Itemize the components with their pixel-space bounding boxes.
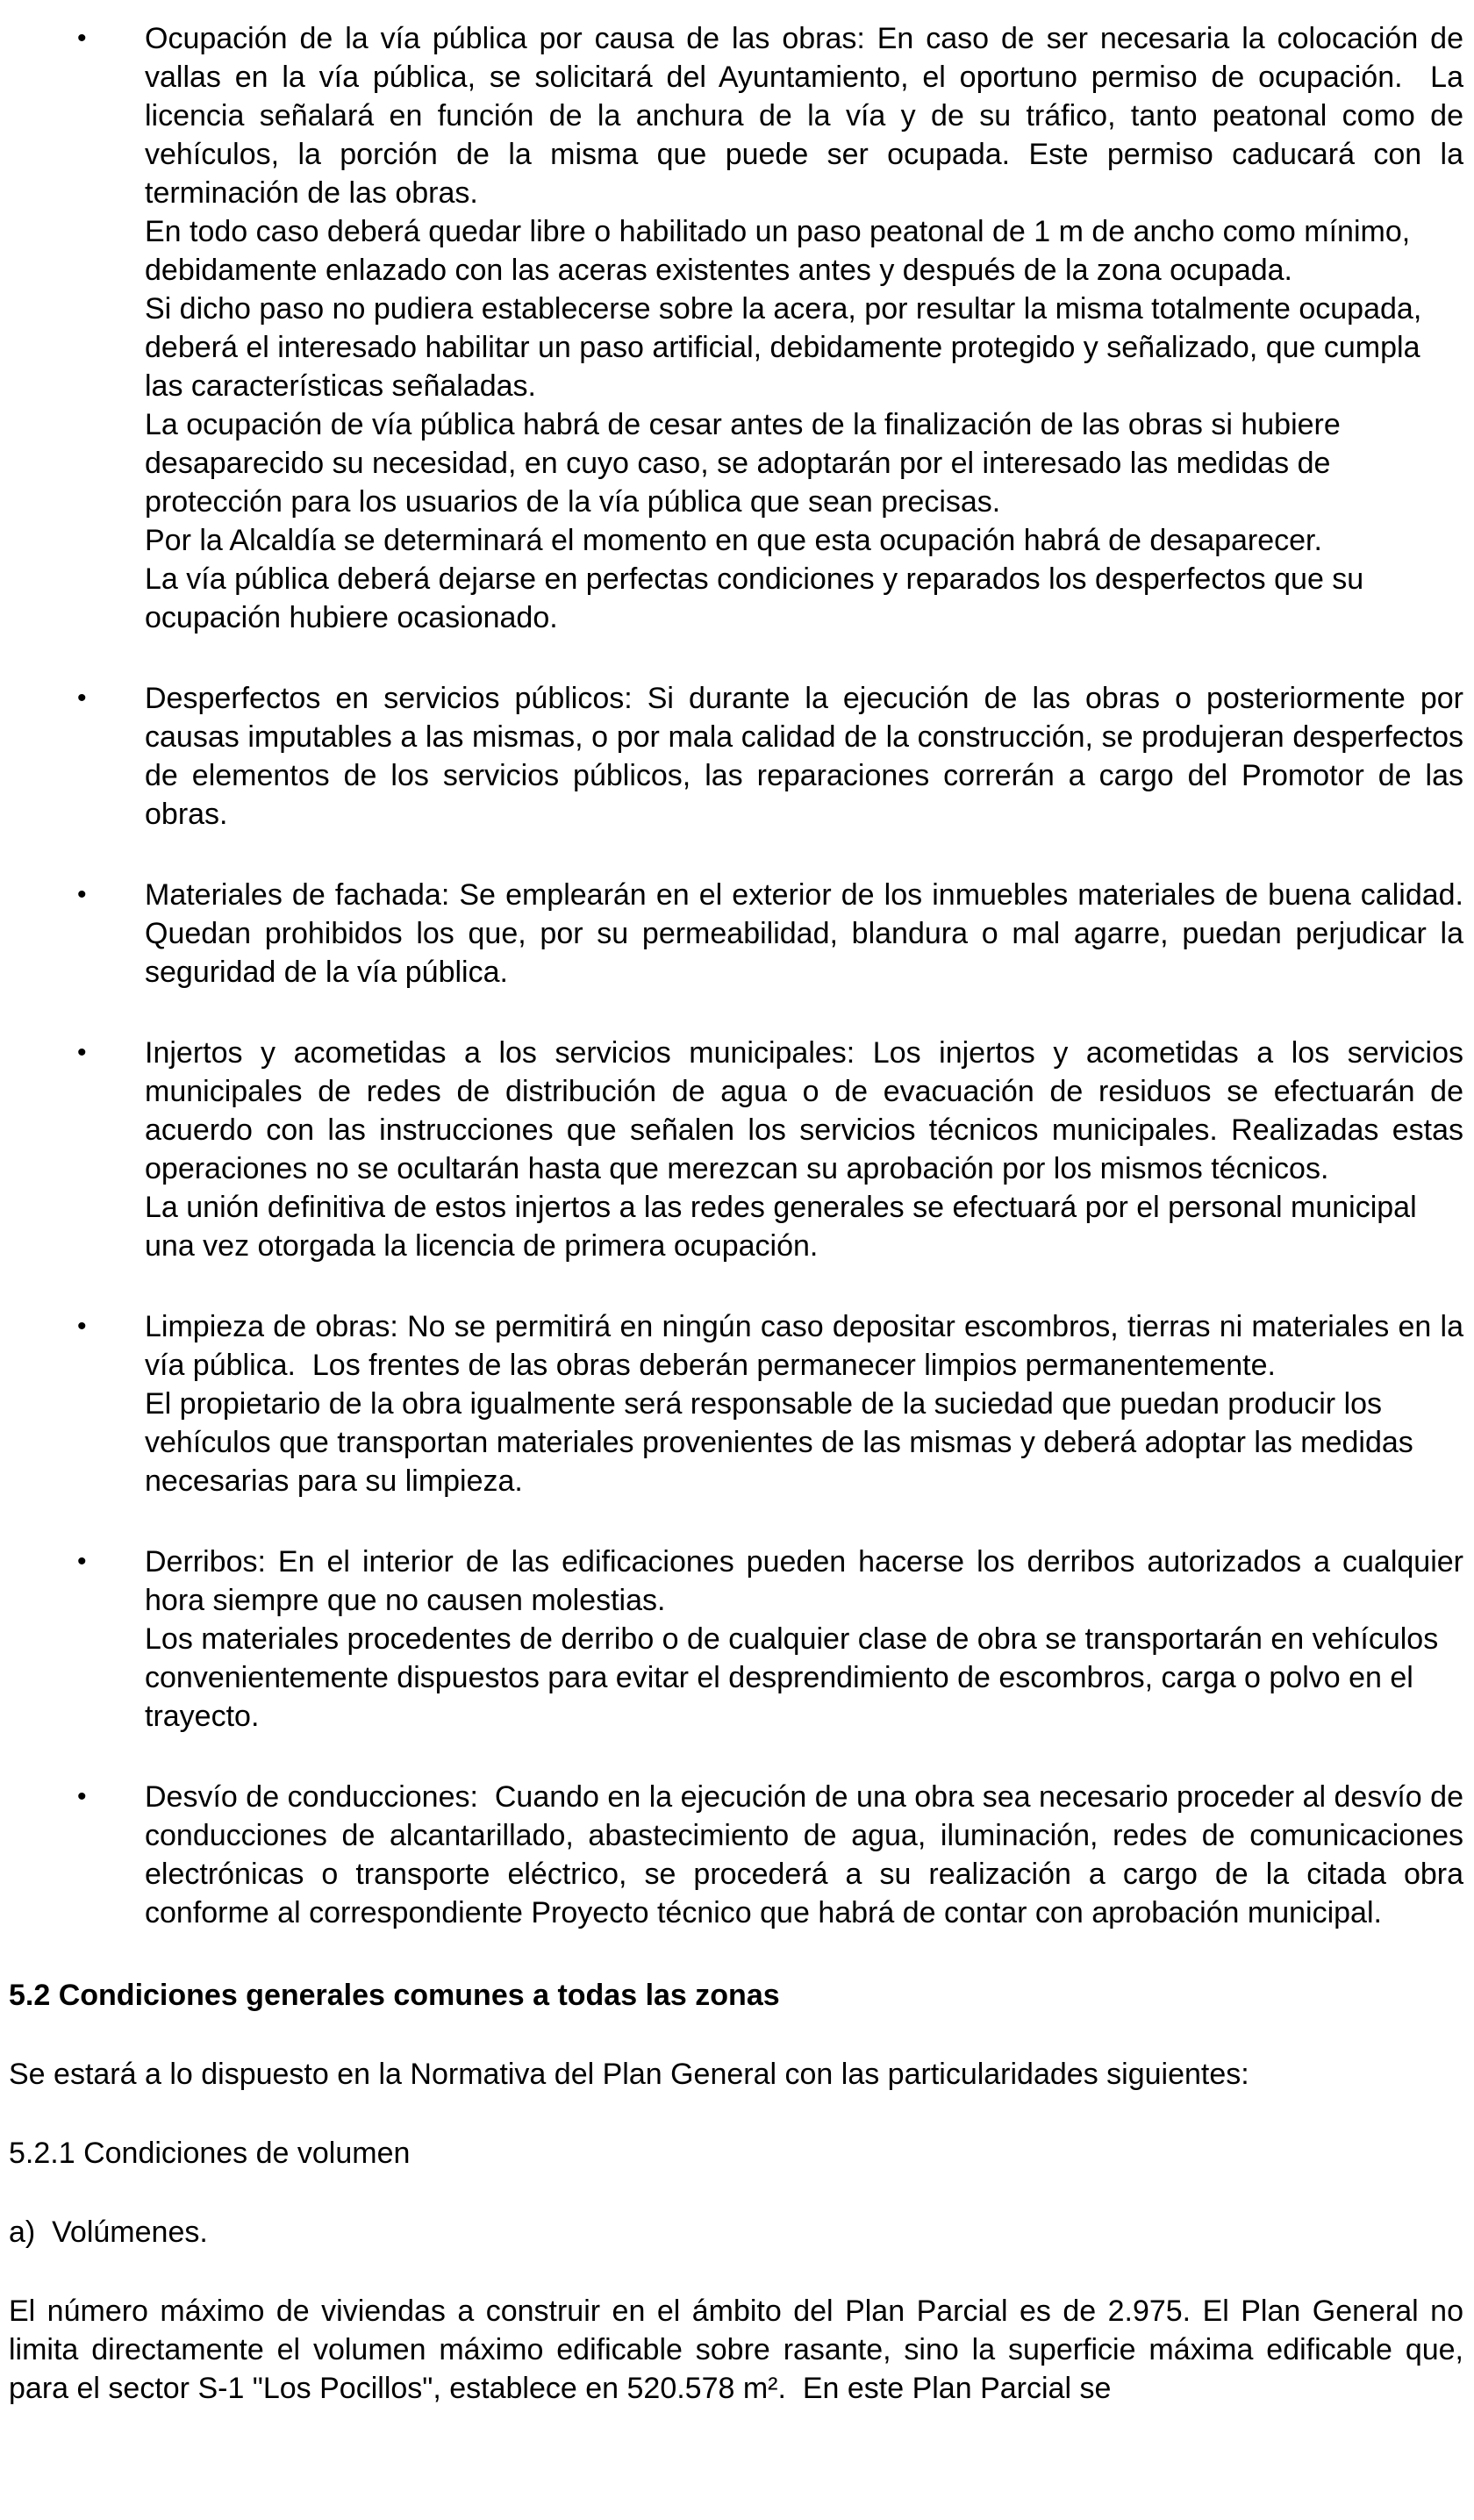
bullet-body bbox=[145, 1307, 1472, 1500]
list-item-desperfectos-servicios bbox=[0, 679, 1474, 834]
paragraph: La ocupación de vía pública habrá de cesar antes de la finalización de las obras si hubiere desaparecido su necesidad, en cuyo caso, se adoptarán por el interesado las medidas de protección para los usuarios de la vía pública que sean precisas. bbox=[145, 408, 1349, 519]
bullet-body bbox=[145, 19, 1472, 637]
paragraph: La vía pública deberá dejarse en perfectas condiciones y reparados los desperfectos que su ocupación hubiere ocasionado. bbox=[145, 562, 1372, 634]
section-heading-5-2: 5.2 Condiciones generales comunes a todas las zonas bbox=[9, 1979, 780, 2012]
paragraph: Desvío de conducciones: Cuando en la ejecución de una obra sea necesario proceder al desvío de conducciones de alcantarillado, abastecimiento de agua, iluminación, redes de comunicaciones electrónicas o transporte eléctrico, se procederá a su realización a cargo de la citada obra conforme al correspondiente Proyecto técnico que habrá de contar con aprobación municipal. bbox=[145, 1780, 1472, 1929]
list-item-injertos-acometidas bbox=[0, 1034, 1474, 1265]
closing-paragraph: El número máximo de viviendas a construir en el ámbito del Plan Parcial es de 2.975. El Plan General no limita directamente el volumen máximo edificable sobre rasante, sino la superficie máxima edificable que, para el sector S-1 "Los Pocillos", establece en 520.578 m². En este Plan Parcial se bbox=[9, 2294, 1472, 2405]
intro-paragraph: Se estará a lo dispuesto en la Normativa del Plan General con las particularidades siguientes: bbox=[9, 2058, 1249, 2091]
paragraph: Por la Alcaldía se determinará el momento en que esta ocupación habrá de desaparecer. bbox=[145, 524, 1322, 557]
bullet-icon: • bbox=[77, 1547, 87, 1576]
bullet-body bbox=[145, 1543, 1472, 1736]
paragraph: Desperfectos en servicios públicos: Si durante la ejecución de las obras o posteriormente por causas imputables a las mismas, o por mala calidad de la construcción, se produjeran desperfectos de elementos de los servicios públicos, las reparaciones correrán a cargo del Promotor de las obras. bbox=[145, 682, 1472, 831]
item-a-volumenes: a) Volúmenes. bbox=[9, 2216, 208, 2249]
paragraph: Materiales de fachada: Se emplearán en el exterior de los inmuebles materiales de buena calidad. Quedan prohibidos los que, por su permeabilidad, blandura o mal agarre, puedan perjudicar la seguridad de la vía pública. bbox=[145, 878, 1472, 989]
paragraph: Ocupación de la vía pública por causa de las obras: En caso de ser necesaria la colocación de vallas en la vía pública, se solicitará del Ayuntamiento, el oportuno permiso de ocupación. La licencia señalará en función de la anchura de la vía y de su tráfico, tanto peatonal como de vehículos, la porción de la misma que puede ser ocupada. Este permiso caducará con la terminación de las obras. bbox=[145, 22, 1472, 210]
bullet-list bbox=[0, 19, 1474, 1932]
bullet-body bbox=[145, 876, 1472, 992]
bullet-body bbox=[145, 1034, 1472, 1265]
subsection-heading-5-2-1: 5.2.1 Condiciones de volumen bbox=[9, 2137, 411, 2170]
bullet-body bbox=[145, 1778, 1472, 1932]
bullet-icon: • bbox=[77, 24, 87, 53]
list-item-materiales-fachada bbox=[0, 876, 1474, 992]
list-item-limpieza-obras bbox=[0, 1307, 1474, 1500]
bullet-icon: • bbox=[77, 1038, 87, 1067]
paragraph: Derribos: En el interior de las edificaciones pueden hacerse los derribos autorizados a cualquier hora siempre que no causen molestias. bbox=[145, 1545, 1472, 1617]
bullet-icon: • bbox=[77, 684, 87, 712]
paragraph: Si dicho paso no pudiera establecerse sobre la acera, por resultar la misma totalmente ocupada, deberá el interesado habilitar un paso artificial, debidamente protegido y señalizado, que cumpla las características señaladas. bbox=[145, 292, 1430, 403]
bullet-icon: • bbox=[77, 1782, 87, 1811]
bullet-body bbox=[145, 679, 1472, 834]
paragraph: Los materiales procedentes de derribo o de cualquier clase de obra se transportarán en vehículos convenientemente dispuestos para evitar el desprendimiento de escombros, carga o polvo en el trayecto. bbox=[145, 1622, 1447, 1733]
bullet-icon: • bbox=[77, 880, 87, 909]
paragraph: En todo caso deberá quedar libre o habilitado un paso peatonal de 1 m de ancho como mínimo, debidamente enlazado con las aceras existentes antes y después de la zona ocupada. bbox=[145, 215, 1419, 287]
paragraph: Injertos y acometidas a los servicios municipales: Los injertos y acometidas a los servicios municipales de redes de distribución de agua o de evacuación de residuos se efectuarán de acuerdo con las instrucciones que señalen los servicios técnicos municipales. Realizadas estas operaciones no se ocultarán hasta que merezcan su aprobación por los mismos técnicos. bbox=[145, 1036, 1472, 1185]
list-item-derribos bbox=[0, 1543, 1474, 1736]
bullet-icon: • bbox=[77, 1312, 87, 1341]
paragraph: La unión definitiva de estos injertos a las redes generales se efectuará por el personal municipal una vez otorgada la licencia de primera ocupación. bbox=[145, 1191, 1426, 1263]
paragraph: Limpieza de obras: No se permitirá en ningún caso depositar escombros, tierras ni materiales en la vía pública. Los frentes de las obras deberán permanecer limpios permanentemente. bbox=[145, 1310, 1472, 1382]
list-item-desvio-conducciones bbox=[0, 1778, 1474, 1932]
paragraph: El propietario de la obra igualmente será responsable de la suciedad que puedan producir los vehículos que transportan materiales provenientes de las mismas y deberá adoptar las medidas necesarias para su limpieza. bbox=[145, 1387, 1422, 1498]
list-item-ocupacion-via-publica bbox=[0, 19, 1474, 637]
